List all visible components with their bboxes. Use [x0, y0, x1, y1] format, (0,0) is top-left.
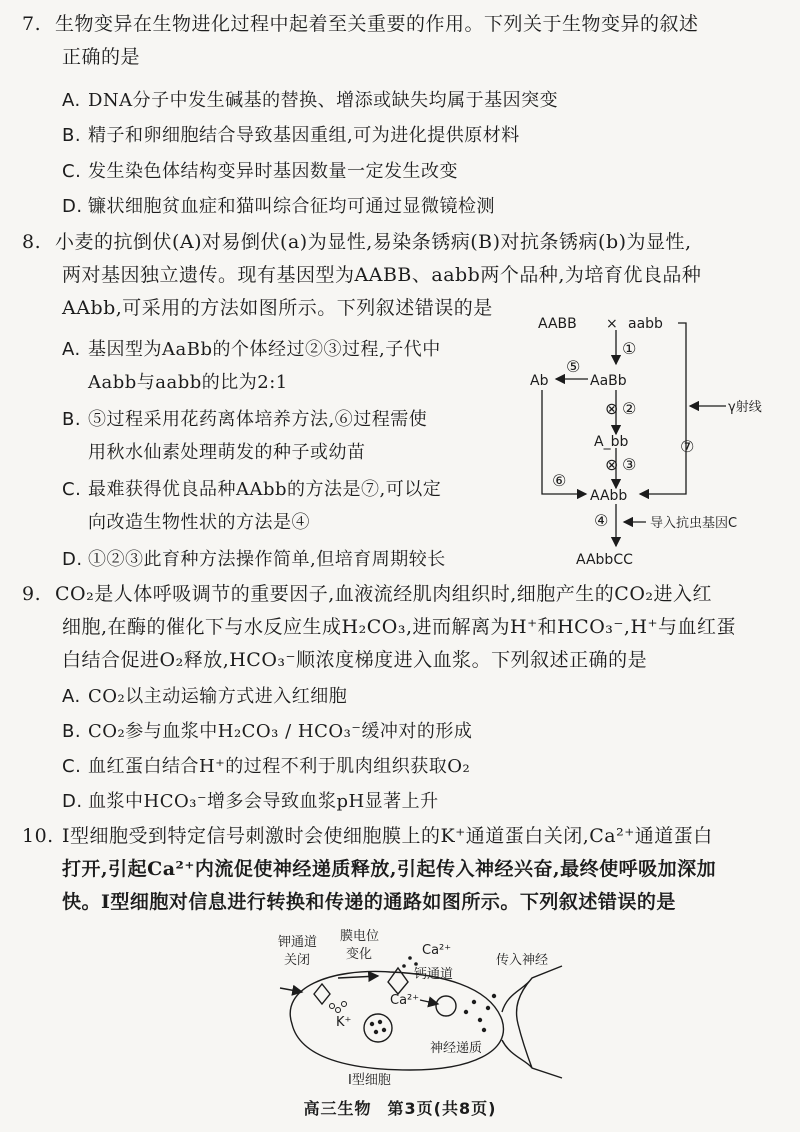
question-number: 8. [22, 231, 42, 253]
option-text: 向改造生物性状的方法是④ [88, 512, 310, 533]
cell-label: Ⅰ型细胞 [348, 1073, 391, 1088]
parent2-label: aabb [628, 316, 663, 332]
membrane-potential-label: 变化 [346, 947, 373, 962]
haploid-label: Ab [530, 373, 549, 389]
cross-symbol: × [606, 316, 618, 332]
option-d [62, 543, 446, 576]
option-label: B. [62, 409, 82, 430]
question-number: 7. [22, 13, 42, 35]
option-label: C. [62, 756, 82, 777]
stem-line: CO₂是人体呼吸调节的重要因子,血液流经肌肉组织时,细胞产生的CO₂进入红 [55, 583, 713, 605]
option-c [62, 750, 470, 783]
page-footer [0, 1096, 800, 1119]
option-c [62, 473, 512, 539]
selfing-symbol: ⊗ [605, 399, 619, 418]
stem-line: 两对基因独立遗传。现有基因型为AABB、aabb两个品种,为培育优良品种 [62, 264, 702, 286]
option-text: 镰状细胞贫血症和猫叫综合征均可通过显微镜检测 [88, 196, 495, 217]
option-b [62, 403, 512, 469]
afferent-nerve-label: 传入神经 [496, 953, 549, 968]
option-text: 血浆中HCO₃⁻增多会导致血浆pH显著上升 [88, 791, 439, 812]
option-label: D. [62, 791, 83, 812]
option-label: B. [62, 125, 82, 146]
option-text: 最难获得优良品种AAbb的方法是⑦,可以定 [88, 479, 442, 500]
k-channel [314, 984, 330, 1004]
option-label: C. [62, 161, 82, 182]
option-a [62, 84, 558, 117]
f2-label: A_bb [594, 434, 629, 450]
release-site [436, 996, 456, 1016]
question-number: 10. [22, 825, 54, 847]
option-a [62, 680, 347, 713]
step-6: ⑥ [552, 471, 567, 490]
question-number: 9. [22, 583, 42, 605]
calcium-outside-label: Ca²⁺ [422, 943, 452, 958]
target-label: AAbb [590, 488, 628, 504]
stem-line: 生物变异在生物进化过程中起着至关重要的作用。下列关于生物变异的叙述 [55, 13, 699, 35]
selfing-symbol: ⊗ [605, 455, 619, 474]
option-label: B. [62, 721, 82, 742]
final-label: AAbbCC [576, 552, 633, 568]
option-label: D. [62, 549, 83, 570]
vesicle [364, 1014, 392, 1042]
k-channel-label: 关闭 [284, 953, 311, 968]
option-d [62, 190, 495, 223]
option-text: CO₂参与血浆中H₂CO₃ / HCO₃⁻缓冲对的形成 [88, 721, 473, 742]
option-label: D. [62, 196, 83, 217]
potassium-label: K⁺ [336, 1015, 352, 1030]
option-b [62, 119, 520, 152]
f1-label: AaBb [590, 373, 627, 389]
stem-line: 小麦的抗倒伏(A)对易倒伏(a)为显性,易染条锈病(B)对抗条锈病(b)为显性, [55, 231, 692, 253]
option-b [62, 715, 472, 748]
gamma-ray-label: γ射线 [728, 400, 762, 415]
step-7: ⑦ [680, 437, 695, 456]
option-label: C. [62, 479, 82, 500]
question-9-stem [22, 578, 782, 677]
calcium-inside-label: Ca²⁺ [390, 993, 420, 1008]
neurotransmitter-label: 神经递质 [430, 1041, 483, 1056]
breeding-diagram [528, 306, 790, 576]
option-text: 精子和卵细胞结合导致基因重组,可为进化提供原材料 [88, 125, 520, 146]
k-channel-label: 钾通道 [278, 935, 318, 950]
option-d [62, 785, 439, 818]
option-label: A. [62, 90, 81, 111]
step-4: ④ [594, 511, 609, 530]
option-text: ①②③此育种方法操作简单,但培育周期较长 [88, 549, 446, 570]
step-2: ② [622, 399, 637, 418]
stem-line: 细胞,在酶的催化下与水反应生成H₂CO₃,进而解离为H⁺和HCO₃⁻,H⁺与血红蛋 [62, 616, 737, 638]
nerve-terminal [502, 966, 562, 1078]
option-label: A. [62, 686, 81, 707]
gene-c-label: 导入抗虫基因C [650, 516, 738, 531]
type1-cell-diagram [270, 928, 570, 1088]
step-5: ⑤ [566, 357, 581, 376]
option-text: DNA分子中发生碱基的替换、增添或缺失均属于基因突变 [88, 90, 559, 111]
option-text: 血红蛋白结合H⁺的过程不利于肌肉组织获取O₂ [88, 756, 471, 777]
parent1-label: AABB [538, 316, 577, 332]
stem-line: 快。Ⅰ型细胞对信息进行转换和传递的通路如图所示。下列叙述错误的是 [62, 891, 676, 913]
option-a [62, 333, 512, 399]
question-10-stem [22, 820, 782, 919]
stem-line: Ⅰ型细胞受到特定信号刺激时会使细胞膜上的K⁺通道蛋白关闭,Ca²⁺通道蛋白 [62, 825, 713, 847]
option-text: 基因型为AaBb的个体经过②③过程,子代中 [88, 339, 441, 360]
question-7-stem [22, 8, 782, 74]
stem-line: 正确的是 [62, 46, 141, 68]
option-text: CO₂以主动运输方式进入红细胞 [88, 686, 348, 707]
option-text: 用秋水仙素处理萌发的种子或幼苗 [88, 442, 366, 463]
option-label: A. [62, 339, 81, 360]
option-c [62, 155, 458, 188]
membrane-potential-label: 膜电位 [340, 929, 380, 944]
stem-line: 打开,引起Ca²⁺内流促使神经递质释放,引起传入神经兴奋,最终使呼吸加深加 [62, 858, 717, 880]
stem-line: 白结合促进O₂释放,HCO₃⁻顺浓度梯度进入血浆。下列叙述正确的是 [62, 649, 648, 671]
step-1: ① [622, 339, 637, 358]
footer-subject: 高三生物 [303, 1099, 372, 1118]
step-3: ③ [622, 455, 637, 474]
footer-page: 第3页(共8页) [387, 1099, 497, 1118]
ca-channel-label: 钙通道 [414, 967, 454, 982]
option-text: 发生染色体结构变异时基因数量一定发生改变 [88, 161, 458, 182]
stem-line: AAbb,可采用的方法如图所示。下列叙述错误的是 [62, 297, 493, 319]
option-text: ⑤过程采用花药离体培养方法,⑥过程需使 [88, 409, 428, 430]
option-text: Aabb与aabb的比为2:1 [88, 372, 288, 393]
